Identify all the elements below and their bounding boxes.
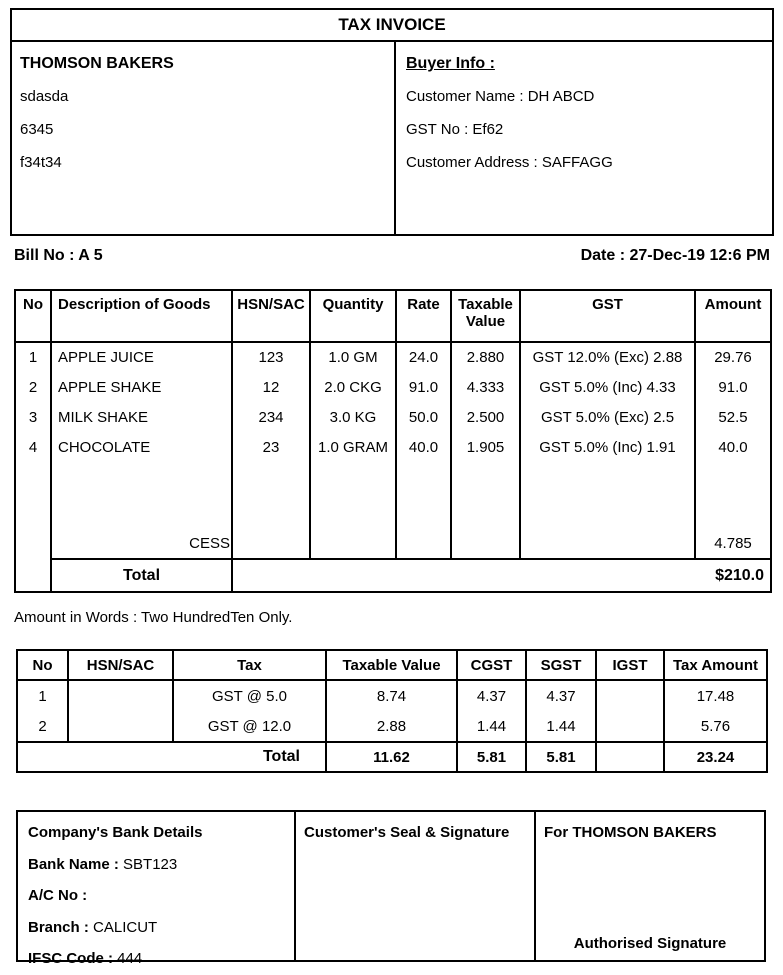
bank-details — [18, 812, 294, 967]
tax-igst — [596, 711, 664, 742]
tax-total-amount: 23.24 — [664, 742, 767, 772]
buyer-customer-name: Customer Name : DH ABCD — [406, 88, 595, 105]
item-quantity: 1.0 GM — [310, 342, 396, 372]
buyer-info-heading: Buyer Info : — [406, 55, 495, 72]
bank-name-line — [28, 849, 284, 881]
bill-meta-row — [14, 247, 770, 265]
items-table — [14, 289, 772, 593]
item-no: 4 — [15, 432, 51, 462]
tax-header-igst: IGST — [596, 650, 664, 680]
items-header-amount: Amount — [695, 290, 771, 342]
invoice-title: TAX INVOICE — [10, 8, 774, 40]
cess-row — [15, 528, 771, 559]
tax-total-sgst: 5.81 — [526, 742, 596, 772]
items-total-amount: $210.0 — [232, 559, 771, 592]
tax-hsn — [68, 680, 173, 711]
items-header-gst: GST — [520, 290, 695, 342]
ifsc-label: IFSC Code : — [28, 950, 113, 967]
branch-value: CALICUT — [88, 918, 158, 936]
seller-address-line: f34t34 — [20, 154, 62, 171]
tax-header-tax-amount: Tax Amount — [664, 650, 767, 680]
ac-no-line — [28, 880, 284, 912]
item-rate: 91.0 — [396, 372, 451, 402]
bill-date: Date : 27-Dec-19 12:6 PM — [580, 247, 770, 264]
item-description: CHOCOLATE — [51, 432, 232, 462]
for-company-heading: For THOMSON BAKERS — [544, 824, 717, 841]
item-hsn: 12 — [232, 372, 310, 402]
item-amount: 29.76 — [695, 342, 771, 372]
item-gst: GST 5.0% (Inc) 4.33 — [520, 372, 695, 402]
ifsc-value: 444 — [113, 950, 143, 967]
item-hsn: 123 — [232, 342, 310, 372]
tax-total-igst — [596, 742, 664, 772]
item-rate: 24.0 — [396, 342, 451, 372]
authorised-signature-label: Authorised Signature — [573, 935, 727, 952]
tax-header-taxable-value: Taxable Value — [326, 650, 457, 680]
tax-total-label: Total — [17, 742, 326, 772]
item-amount: 40.0 — [695, 432, 771, 462]
item-quantity: 2.0 CKG — [310, 372, 396, 402]
parties-info-box — [10, 40, 774, 236]
tax-amount: 5.76 — [664, 711, 767, 742]
tax-header-row — [17, 650, 767, 680]
amount-in-words: Amount in Words : Two HundredTen Only. — [14, 609, 293, 626]
item-rate: 40.0 — [396, 432, 451, 462]
tax-header-hsn: HSN/SAC — [68, 650, 173, 680]
item-gst: GST 5.0% (Inc) 1.91 — [520, 432, 695, 462]
tax-header-sgst: SGST — [526, 650, 596, 680]
item-amount: 52.5 — [695, 402, 771, 432]
item-rate: 50.0 — [396, 402, 451, 432]
customer-seal-section — [294, 812, 534, 960]
branch-label: Branch : — [28, 918, 89, 936]
signature-section — [534, 812, 764, 960]
item-taxable: 4.333 — [451, 372, 520, 402]
seller-name: THOMSON BAKERS — [20, 55, 174, 72]
bank-details-heading: Company's Bank Details — [28, 824, 203, 841]
items-header-taxable-value: Taxable Value — [451, 290, 520, 342]
bank-name-label: Bank Name : — [28, 855, 119, 873]
items-total-row — [15, 559, 771, 592]
ac-no-label: A/C No : — [28, 887, 88, 904]
items-total-label: Total — [51, 559, 232, 592]
tax-name: GST @ 12.0 — [173, 711, 326, 742]
item-no: 1 — [15, 342, 51, 372]
item-row — [15, 432, 771, 462]
tax-sgst: 4.37 — [526, 680, 596, 711]
items-header-hsn: HSN/SAC — [232, 290, 310, 342]
buyer-info — [394, 42, 772, 234]
tax-header-no: No — [17, 650, 68, 680]
tax-igst — [596, 680, 664, 711]
cess-label: CESS — [51, 528, 232, 559]
tax-taxable: 8.74 — [326, 680, 457, 711]
bill-no: Bill No : A 5 — [14, 247, 103, 264]
item-hsn: 23 — [232, 432, 310, 462]
tax-summary-table — [16, 649, 768, 773]
item-description: MILK SHAKE — [51, 402, 232, 432]
seller-address-line: sdasda — [20, 88, 69, 105]
tax-no: 2 — [17, 711, 68, 742]
branch-line — [28, 912, 284, 944]
items-header-rate: Rate — [396, 290, 451, 342]
tax-row — [17, 711, 767, 742]
customer-seal-heading: Customer's Seal & Signature — [304, 824, 510, 841]
item-hsn: 234 — [232, 402, 310, 432]
item-quantity: 3.0 KG — [310, 402, 396, 432]
tax-amount: 17.48 — [664, 680, 767, 711]
buyer-gst-no: GST No : Ef62 — [406, 121, 504, 138]
item-row — [15, 342, 771, 372]
item-quantity: 1.0 GRAM — [310, 432, 396, 462]
bank-name-value: SBT123 — [118, 855, 178, 873]
cess-amount: 4.785 — [695, 528, 771, 559]
items-header-quantity: Quantity — [310, 290, 396, 342]
item-no: 3 — [15, 402, 51, 432]
tax-row — [17, 680, 767, 711]
item-no: 2 — [15, 372, 51, 402]
tax-header-tax: Tax — [173, 650, 326, 680]
item-taxable: 1.905 — [451, 432, 520, 462]
item-gst: GST 5.0% (Exc) 2.5 — [520, 402, 695, 432]
tax-total-row — [17, 742, 767, 772]
item-amount: 91.0 — [695, 372, 771, 402]
tax-total-cgst: 5.81 — [457, 742, 526, 772]
seller-address-line: 6345 — [20, 121, 54, 138]
seller-info — [12, 42, 394, 234]
item-taxable: 2.500 — [451, 402, 520, 432]
tax-hsn — [68, 711, 173, 742]
tax-name: GST @ 5.0 — [173, 680, 326, 711]
tax-cgst: 4.37 — [457, 680, 526, 711]
item-description: APPLE SHAKE — [51, 372, 232, 402]
items-header-row — [15, 290, 771, 342]
item-row — [15, 402, 771, 432]
tax-total-taxable: 11.62 — [326, 742, 457, 772]
items-filler-row — [15, 462, 771, 528]
tax-no: 1 — [17, 680, 68, 711]
items-header-description: Description of Goods — [51, 290, 232, 342]
tax-header-cgst: CGST — [457, 650, 526, 680]
buyer-customer-address: Customer Address : SAFFAGG — [406, 154, 613, 171]
item-gst: GST 12.0% (Exc) 2.88 — [520, 342, 695, 372]
item-description: APPLE JUICE — [51, 342, 232, 372]
footer-box — [16, 810, 766, 967]
item-row — [15, 372, 771, 402]
tax-cgst: 1.44 — [457, 711, 526, 742]
ifsc-line — [28, 943, 284, 975]
items-header-no: No — [15, 290, 51, 342]
item-taxable: 2.880 — [451, 342, 520, 372]
tax-sgst: 1.44 — [526, 711, 596, 742]
tax-taxable: 2.88 — [326, 711, 457, 742]
